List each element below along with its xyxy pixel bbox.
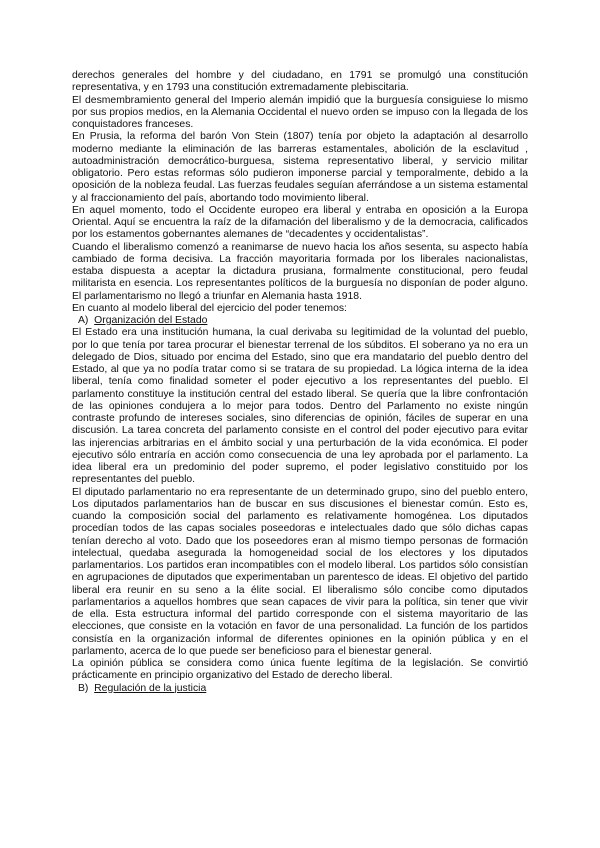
section-b-heading bbox=[72, 683, 528, 695]
paragraph-intro-3: En Prusia, la reforma del barón Von Stein (1807) tenía por objeto la adaptación al desarrollo moderno mediante la eliminación de las barreras estamentales, abolición de la esclavitud , autoadministración democrático-burguesa, sistema representativo liberal, y servicio militar obligatorio. Pero estas reformas sólo pudieron imponerse parcial y temporalmente, debido a la oposición de la nobleza feudal. Las fuerzas feudales seguían aferrándose a un sistema estamental y al fraccionamiento del país, abortando todo movimiento liberal. bbox=[72, 131, 528, 204]
section-a-marker: A) bbox=[78, 315, 89, 326]
section-a-title: Organización del Estado bbox=[94, 315, 208, 326]
document-page bbox=[72, 70, 528, 695]
paragraph-intro-2: El desmembramiento general del Imperio alemán impidió que la burguesía consiguiese lo mismo por sus propios medios, en la Alemania Occidental el nuevo orden se impuso con la llegada de los conquistadores franceses. bbox=[72, 94, 528, 130]
section-b-marker: B) bbox=[78, 682, 89, 694]
paragraph-a-3: La opinión pública se considera como única fuente legítima de la legislación. Se convirtió prácticamente en principio organizativo del Estado de derecho liberal. bbox=[72, 658, 528, 682]
paragraph-a-2: El diputado parlamentario no era representante de un determinado grupo, sino del pueblo entero, Los diputados parlamentarios han de buscar en sus discusiones el bienestar común. Esto es, cuando la composición social del parlamento es relativamente homogénea. Los diputados procedían todos de las capas sociales poseedoras e intelectuales dado que sólo dichas capas tenían derecho al voto. Dado que los poseedores eran al mismo tiempo personas de formación intelectual, quedaba asegurada la homogeneidad social de los electores y los diputados parlamentarios. Los partidos eran incompatibles con el modelo liberal. Los partidos sólo consistían en agrupaciones de diputados que experimentaban un parentesco de ideas. El objetivo del partido liberal era reunir en su seno a la élite social. El liberalismo sólo concibe como diputados parlamentarios a aquellos hombres que sean capaces de vivir para la política, sin tener que vivir de ella. Esta estructura informal del partido corresponde con el sistema mayoritario de las elecciones, que consiste en la votación en favor de una personalidad. La función de los partidos consistía en la organización informal de diferentes opiniones en la opinión pública y en el parlamento, acerca de lo que puede ser beneficioso para el bienestar general. bbox=[72, 486, 528, 657]
paragraph-intro-5: Cuando el liberalismo comenzó a reanimarse de nuevo hacia los años sesenta, su aspecto había cambiado de forma decisiva. La fracción mayoritaria formada por los liberales nacionalistas, estaba dispuesta a aceptar la dictadura prusiana, formalmente constitucional, pero feudal militarista en esencia. Los representantes políticos de la burguesía no disponían de poder alguno. El parlamentarismo no llegó a triunfar en Alemania hasta 1918. bbox=[72, 241, 528, 302]
paragraph-intro-1: derechos generales del hombre y del ciudadano, en 1791 se promulgó una constitución representativa, y en 1793 una constitución extremadamente plebiscitaria. bbox=[72, 70, 528, 94]
paragraph-intro-6: En cuanto al modelo liberal del ejercicio del poder tenemos: bbox=[72, 302, 347, 314]
paragraph-intro-4: En aquel momento, todo el Occidente europeo era liberal y entraba en oposición a la Europa Oriental. Aquí se encuentra la raíz de la difamación del liberalismo y de la democracia, calificados por los estamentos gobernantes alemanes de “decadentes y occidentalistas”. bbox=[72, 204, 528, 241]
section-b-title: Regulación de la justicia bbox=[94, 682, 207, 694]
paragraph-a-1: El Estado era una institución humana, la cual derivaba su legitimidad de la voluntad del pueblo, por lo que tenía por tarea procurar el bienestar terrenal de los súbditos. El soberano ya no era un delegado de Dios, situado por encima del Estado, sino que era mandatario del pueblo dentro del Estado, al que ya no podía tratar como si se tratara de su propiedad. La lógica interna de la idea liberal, tenía como finalidad someter el poder ejecutivo a los representantes del pueblo. El parlamento constituye la institución central del estado liberal. Se quería que la libre confrontación de las opiniones condujera a lo mejor para todos. Dentro del Parlamento no existe ningún contraste profundo de intereses sociales, sino diferencias de opinión, fáciles de superar en una discusión. La tarea concreta del parlamento consiste en el control del poder ejecutivo para evitar las injerencias arbitrarias en el ámbito social y una perturbación de la vida económica. El poder ejecutivo sólo entraría en acción como consecuencia de una ley aprobada por el parlamento. La idea liberal era un predominio del poder supremo, el poder legislativo constituido por los representantes del pueblo. bbox=[72, 327, 528, 486]
section-a-heading bbox=[72, 315, 528, 327]
